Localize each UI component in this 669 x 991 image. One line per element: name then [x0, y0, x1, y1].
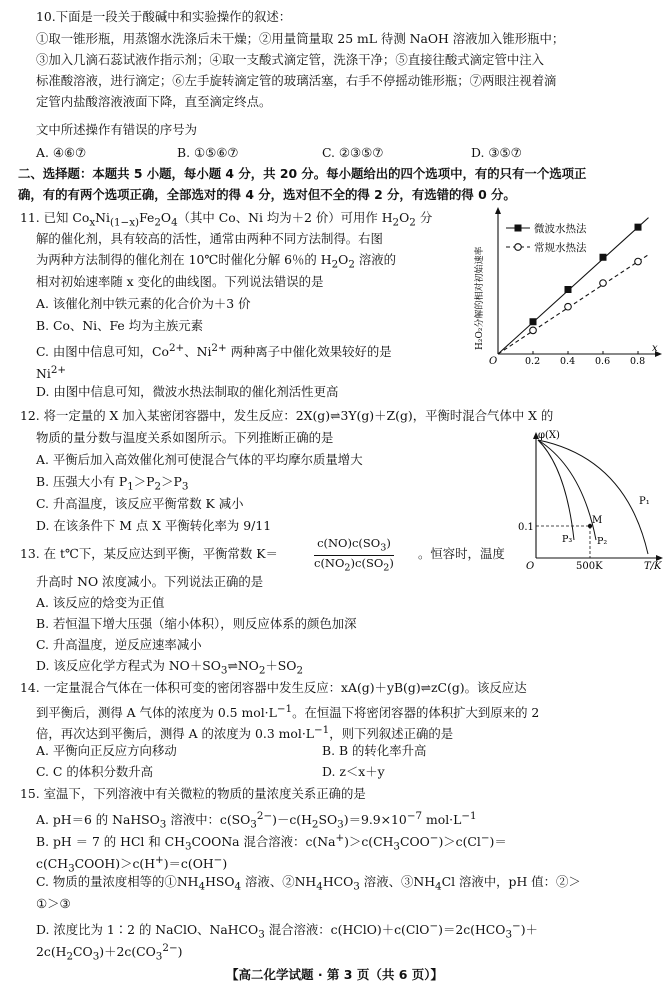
- q13-stem: 13. 在 t℃下，某反应达到平衡，平衡常数 K＝: [20, 546, 278, 561]
- series-line-microwave: [498, 218, 649, 354]
- q10-ask: 文中所述操作有错误的序号为: [36, 122, 198, 137]
- q11-stem: 为两种方法制得的催化剂在 10℃时催化分解 6％的 $H_2O_2$ 溶液的: [36, 252, 397, 271]
- legend-label-microwave: 微波水热法: [534, 223, 587, 235]
- q15-option-d[interactable]: D. 浓度比为 1∶2 的 NaClO、NaHCO$_3$ 混合溶液：$c(HClO)+c(ClO^-)=2c(HCO_3^-)+$: [36, 920, 538, 941]
- q13-option-d[interactable]: D. 该反应化学方程式为 $NO+SO_3\rightleftharpoons NO_2+SO_2$: [36, 658, 304, 677]
- microwave-point: [600, 254, 607, 261]
- q13-fraction: [314, 536, 394, 576]
- q10-stem: 10.下面是一段关于酸碱中和实验操作的叙述：: [36, 9, 292, 24]
- q11-chart: [468, 206, 664, 368]
- q12-chart: [516, 428, 666, 570]
- q11-option-a[interactable]: A. 该催化剂中铁元素的化合价为＋3 价: [36, 296, 251, 311]
- x-tick-label: 0.4: [560, 356, 576, 367]
- q11-option-b[interactable]: B. Co、Ni、Fe 均为主族元素: [36, 318, 204, 333]
- q11-stem: 解的催化剂，具有较高的活性，通常由两种不同方法制得。右图: [36, 231, 383, 246]
- point-m-label: M: [592, 515, 603, 526]
- q10-line: 定管内盐酸溶液液面下降，直至滴定终点。: [36, 94, 272, 109]
- y-mark-label: 0.1: [518, 522, 534, 533]
- q11-option-d[interactable]: D. 由图中信息可知，微波水热法制取的催化剂活性更高: [36, 384, 339, 399]
- q12-stem: 12. 将一定量的 X 加入某密闭容器中，发生反应：2X(g)⇌3Y(g)＋Z(g)，平衡时混合气体中 X 的: [20, 408, 554, 423]
- q13-option-b[interactable]: B. 若恒温下增大压强（缩小体积），则反应体系的颜色加深: [36, 616, 357, 631]
- legend-marker-conventional: [515, 244, 522, 251]
- q15-stem: 15. 室温下，下列溶液中有关微粒的物质的量浓度关系正确的是: [20, 786, 366, 801]
- q13-option-c[interactable]: C. 升高温度，逆反应速率减小: [36, 637, 202, 652]
- q13-denominator: $c(NO_2)c(SO_2)$: [314, 556, 394, 574]
- q15-option-c[interactable]: C. 物质的量浓度相等的$①NH_4HSO_4$ 溶液、$②NH_4HCO_3$ 溶液、$③NH_4Cl$ 溶液中，pH 值：②＞: [36, 874, 581, 893]
- curve-label-p3: P₃: [562, 534, 573, 545]
- y-axis-arrow: [495, 207, 501, 214]
- q15-option-a[interactable]: A. pH＝6 的 NaHSO$_3$ 溶液中：$c(SO_3^{2-})-c(H_2SO_3)=9.9\times 10^{-7}$ $mol\cdot L^{-1}$: [36, 810, 477, 831]
- q12-option-d[interactable]: D. 在该条件下 M 点 X 平衡转化率为 9/11: [36, 518, 272, 533]
- q10-line: ③加入几滴石蕊试液作指示剂；④取一支酸式滴定管，洗涤干净；⑤直接往酸式滴定管中注入: [36, 52, 545, 67]
- legend-marker-microwave: [515, 225, 522, 232]
- legend-label-conventional: 常规水热法: [534, 242, 587, 254]
- q12-option-b[interactable]: B. 压强大小有 $P_1>P_2>P_3$: [36, 474, 189, 493]
- curve-label-p2: P₂: [597, 536, 608, 547]
- q10-line: 标准酸溶液，进行滴定；⑥左手旋转滴定管的玻璃活塞，右手不停摇动锥形瓶；⑦两眼注视着滴: [36, 73, 557, 88]
- y-axis-label: φ(X): [538, 430, 560, 441]
- section-2-heading: 二、选择题：本题共 5 小题，每小题 4 分，共 20 分。每小题给出的四个选项中，有的只有一个选项正: [18, 166, 587, 181]
- q10-option-a[interactable]: A. ④⑥⑦: [36, 145, 87, 160]
- q13-stem: 。恒容时，温度: [418, 546, 505, 561]
- series-line-conventional: [498, 255, 649, 354]
- conventional-point: [635, 258, 642, 265]
- origin-label: O: [489, 356, 498, 367]
- q14-option-c[interactable]: C. C 的体积分数升高: [36, 764, 154, 779]
- q14-stem: 14. 一定量混合气体在一体积可变的密闭容器中发生反应：xA(g)＋yB(g)⇌zC(g)。该反应达: [20, 680, 527, 695]
- q15-option-c: ①＞③: [36, 896, 71, 911]
- q13-option-a[interactable]: A. 该反应的焓变为正值: [36, 595, 165, 610]
- q10-option-d[interactable]: D. ③⑤⑦: [471, 145, 522, 160]
- q14-option-b[interactable]: B. B 的转化率升高: [322, 743, 427, 758]
- q15-option-b: $c(CH_3COOH)>c(H^+)=c(OH^-)$: [36, 854, 228, 875]
- conventional-point: [600, 280, 607, 287]
- conventional-point: [530, 327, 537, 334]
- section-2-heading: 确，有的有两个选项正确，全部选对的得 4 分，选对但不全的得 2 分，有选错的得 0 分。: [18, 187, 516, 202]
- microwave-point: [530, 318, 537, 325]
- q11-stem: 11. 已知 $Co_xNi_{(1-x)}Fe_2O_4$（其中 Co、Ni 均为＋2 价）可用作 $H_2O_2$ 分: [20, 210, 433, 229]
- microwave-point: [565, 286, 572, 293]
- q12-stem: 物质的量分数与温度关系如图所示。下列推断正确的是: [36, 430, 334, 445]
- curve-p2: [538, 440, 596, 540]
- q12-option-c[interactable]: C. 升高温度，该反应平衡常数 K 减小: [36, 496, 244, 511]
- curve-label-p1: P₁: [639, 496, 650, 507]
- q13-stem: 升高时 NO 浓度减小。下列说法正确的是: [36, 574, 264, 589]
- q14-option-d[interactable]: D. z＜x＋y: [322, 764, 385, 779]
- y-axis-label: H₂O₂分解的相对初始速率: [475, 246, 485, 350]
- q14-option-a[interactable]: A. 平衡向正反应方向移动: [36, 743, 177, 758]
- q10-line: ①取一锥形瓶，用蒸馏水洗涤后未干燥；②用量筒量取 25 mL 待测 NaOH 溶液加入锥形瓶中；: [36, 31, 565, 46]
- q13-numerator: $c(NO)c(SO_3)$: [314, 536, 394, 556]
- x-tick-label: 0.2: [525, 356, 541, 367]
- q15-option-b[interactable]: B. pH ＝ 7 的 HCl 和 $CH_3COONa$ 混合溶液：$c(Na^+)>c(CH_3COO^-)>c(Cl^-)=$: [36, 832, 507, 853]
- q10-option-c[interactable]: C. ②③⑤⑦: [322, 145, 384, 160]
- page-footer: 【高二化学试题 · 第 3 页（共 6 页）】: [225, 967, 443, 982]
- q14-stem: 倍，再次达到平衡后，测得 A 的浓度为 0.3 $mol\cdot L^{-1}$，则下列叙述正确的是: [36, 724, 454, 742]
- curve-p1: [538, 440, 648, 554]
- q11-option-c: $Ni^{2+}$: [36, 364, 67, 382]
- x-mark-label: 500K: [576, 561, 603, 570]
- q15-option-d: $2c(H_2CO_3)+2c(CO_3^{2-})$: [36, 942, 183, 963]
- q12-option-a[interactable]: A. 平衡后加入高效催化剂可使混合气体的平均摩尔质量增大: [36, 452, 363, 467]
- x-tick-label: 0.6: [595, 356, 611, 367]
- origin-label: O: [526, 561, 535, 570]
- q11-stem: 相对初始速率随 x 变化的曲线图。下列说法错误的是: [36, 274, 324, 289]
- q11-option-c[interactable]: C. 由图中信息可知，$Co^{2+}$、$Ni^{2+}$ 两种离子中催化效果较好的是: [36, 342, 392, 360]
- q10-option-b[interactable]: B. ①⑤⑥⑦: [177, 145, 239, 160]
- x-tick-label: 0.8: [630, 356, 646, 367]
- x-axis-label: T/K: [644, 561, 662, 570]
- microwave-point: [635, 224, 642, 231]
- q14-stem: 到平衡后，测得 A 气体的浓度为 0.5 $mol\cdot L^{-1}$。在恒温下将密闭容器的体积扩大到原来的 2: [36, 703, 540, 721]
- conventional-point: [565, 303, 572, 310]
- x-axis-label: x: [652, 343, 658, 354]
